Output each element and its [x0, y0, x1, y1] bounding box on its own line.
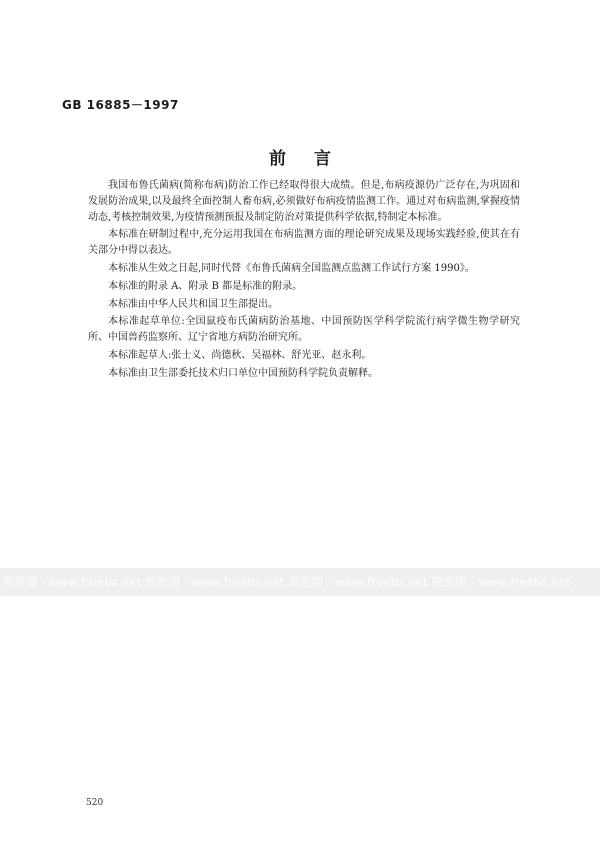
paragraph: 我国布鲁氏菌病(简称布病)防治工作已经取得很大成绩。但是,布病疫源仍广泛存在,为巩固和发展防治成果,以及最终全面控制人畜布病,必须做好布病疫情监测工作。通过对布病监测,掌握疫情动态,考核控制效果,为疫情预测预报及制定防治对策提供科学依据,特制定本标准。 — [88, 180, 520, 223]
paragraph: 本标准的附录 A、附录 B 都是标准的附录。 — [108, 280, 303, 292]
paragraph: 本标准起草单位:全国鼠疫布氏菌病防治基地、中国预防医学科学院流行病学微生物学研究所、中国兽药监察所、辽宁省地方病防治研究所。 — [88, 316, 520, 344]
paragraph: 本标准由中华人民共和国卫生部提出。 — [108, 298, 278, 310]
paragraph: 本标准由卫生部委托技术归口单位中国预防科学院负责解释。 — [108, 367, 378, 379]
foreword-body — [88, 178, 520, 384]
paragraph: 本标准从生效之日起,同时代替《布鲁氏菌病全国监测点监测工作试行方案 1990》。 — [108, 262, 475, 274]
page-number: 520 — [86, 798, 104, 808]
watermark-band — [0, 568, 600, 596]
paragraph: 本标准在研制过程中,充分运用我国在布病监测方面的理论研究成果及现场实践经验,使其在有关部分中得以表达。 — [88, 229, 520, 257]
watermark-text: 预览图 - www.freebz.net 预览图 - www.freebz.net 预览图 - www.freebz.net 预览图 - www.freebz.net — [2, 575, 571, 589]
standard-code: GB 16885－1997 — [62, 98, 179, 112]
paragraph: 本标准起草人:张士义、尚德秋、吴福林、舒光亚、赵永利。 — [108, 349, 372, 361]
page-heading: 前言 — [269, 149, 359, 169]
